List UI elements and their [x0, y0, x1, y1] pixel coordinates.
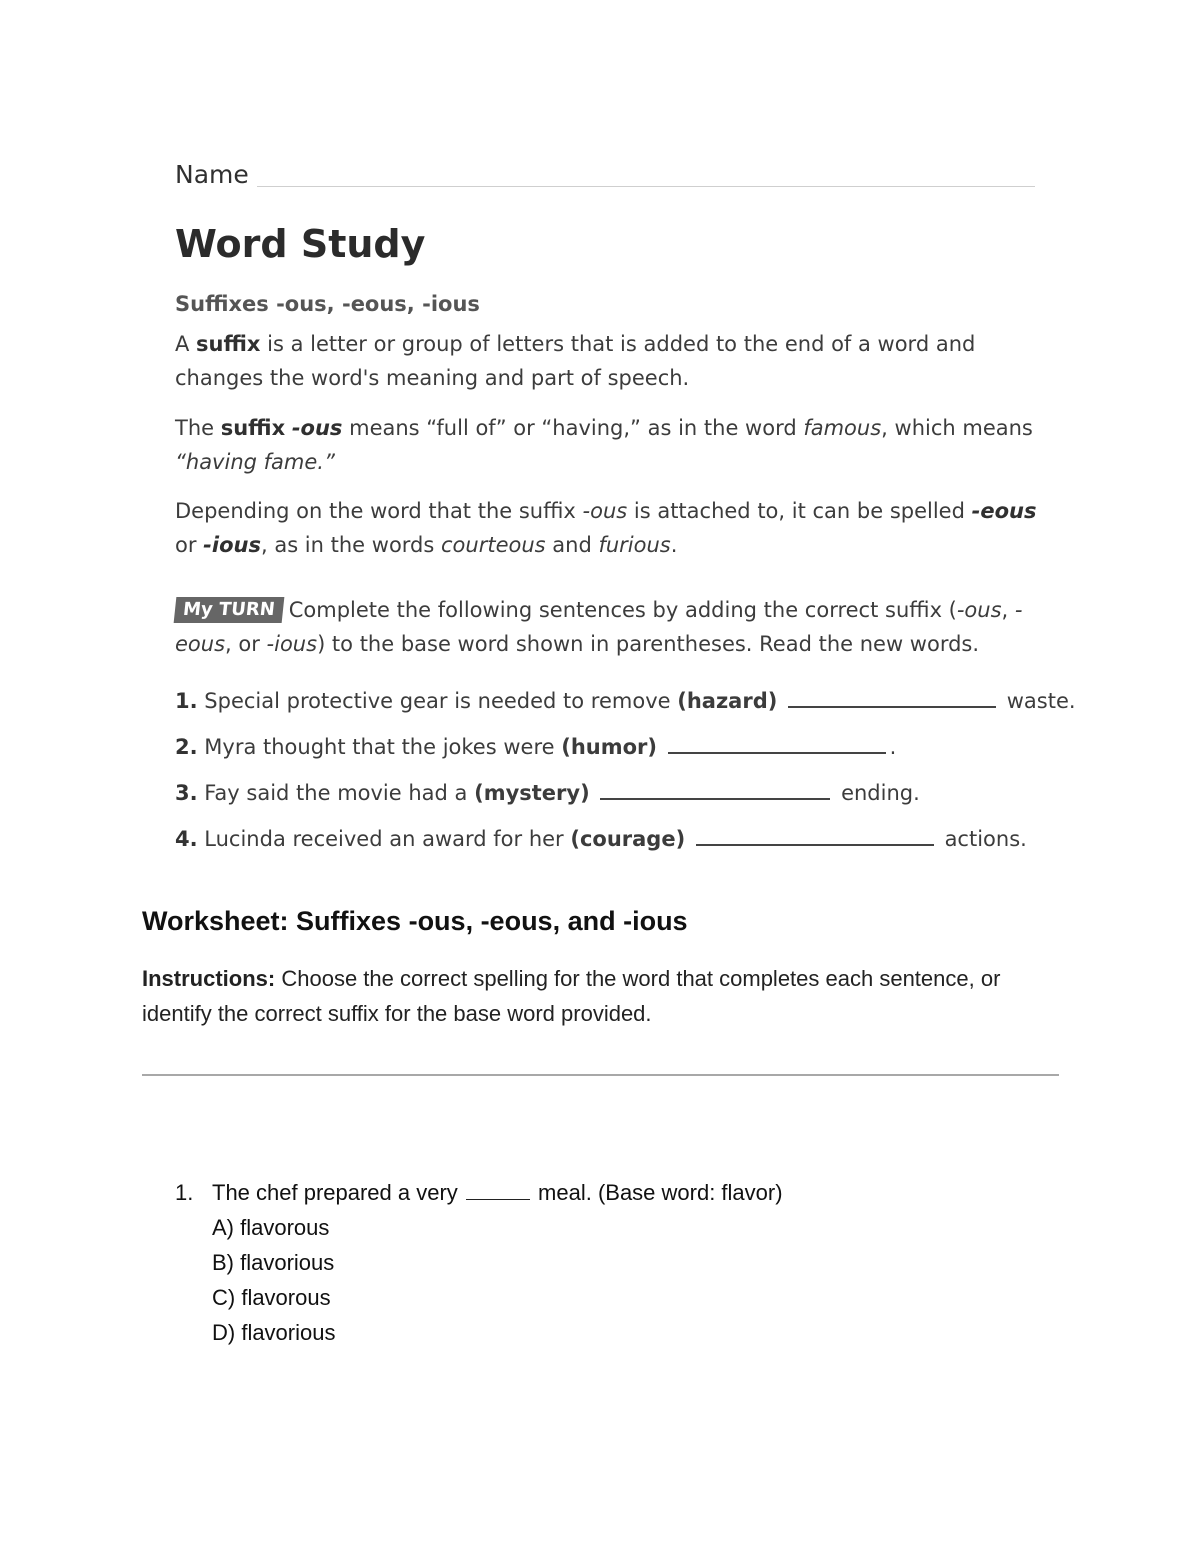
- horizontal-rule: [142, 1074, 1059, 1076]
- option-a[interactable]: A) flavorous: [212, 1215, 330, 1240]
- option-b[interactable]: B) flavorious: [212, 1250, 335, 1275]
- question-blank[interactable]: [466, 1179, 530, 1200]
- worksheet-title: Worksheet: Suffixes -ous, -eous, and -ious: [142, 906, 688, 936]
- my-turn-paragraph: My TURN Complete the following sentences by adding the correct suffix (-ous, -eous, or -ious) to the base word shown in parentheses. Read the new words.: [175, 598, 1023, 656]
- name-line[interactable]: [257, 186, 1035, 187]
- subtitle: Suffixes -ous, -eous, -ious: [175, 292, 480, 316]
- name-row: [175, 160, 1035, 194]
- question-stem: 1. The chef prepared a very meal. (Base word: flavor): [175, 1180, 783, 1205]
- exercise-item: 2. Myra thought that the jokes were (humor) .: [175, 730, 1055, 776]
- option-c[interactable]: C) flavorous: [212, 1285, 331, 1310]
- exercise-list: [175, 684, 1076, 868]
- intro-paragraph-1: A suffix is a letter or group of letters that is added to the end of a word and changes the word's meaning and part of speech.: [175, 332, 976, 390]
- exercise-item: 3. Fay said the movie had a (mystery) ending.: [175, 776, 1055, 822]
- intro-paragraph-3: Depending on the word that the suffix -ous is attached to, it can be spelled -eous or -ious, as in the words courteous and furious.: [175, 499, 1037, 557]
- answer-blank[interactable]: [600, 776, 830, 800]
- option-d[interactable]: D) flavorious: [212, 1320, 336, 1345]
- worksheet-instructions: Instructions: Choose the correct spelling for the word that completes each sentence, or identify the correct suffix for the base word provided.: [142, 966, 1001, 1026]
- exercise-item: 4. Lucinda received an award for her (courage) actions.: [175, 822, 1055, 868]
- page-title: Word Study: [175, 222, 426, 266]
- exercise-item: 1. Special protective gear is needed to remove (hazard) waste.: [175, 684, 1055, 730]
- name-label: Name: [175, 160, 249, 189]
- intro-paragraph-2: The suffix -ous means “full of” or “having,” as in the word famous, which means “having fame.”: [175, 416, 1033, 474]
- my-turn-badge: My TURN: [174, 597, 284, 623]
- question-1: [175, 1175, 1055, 1350]
- answer-blank[interactable]: [668, 730, 886, 754]
- answer-blank[interactable]: [696, 822, 934, 846]
- answer-blank[interactable]: [788, 684, 996, 708]
